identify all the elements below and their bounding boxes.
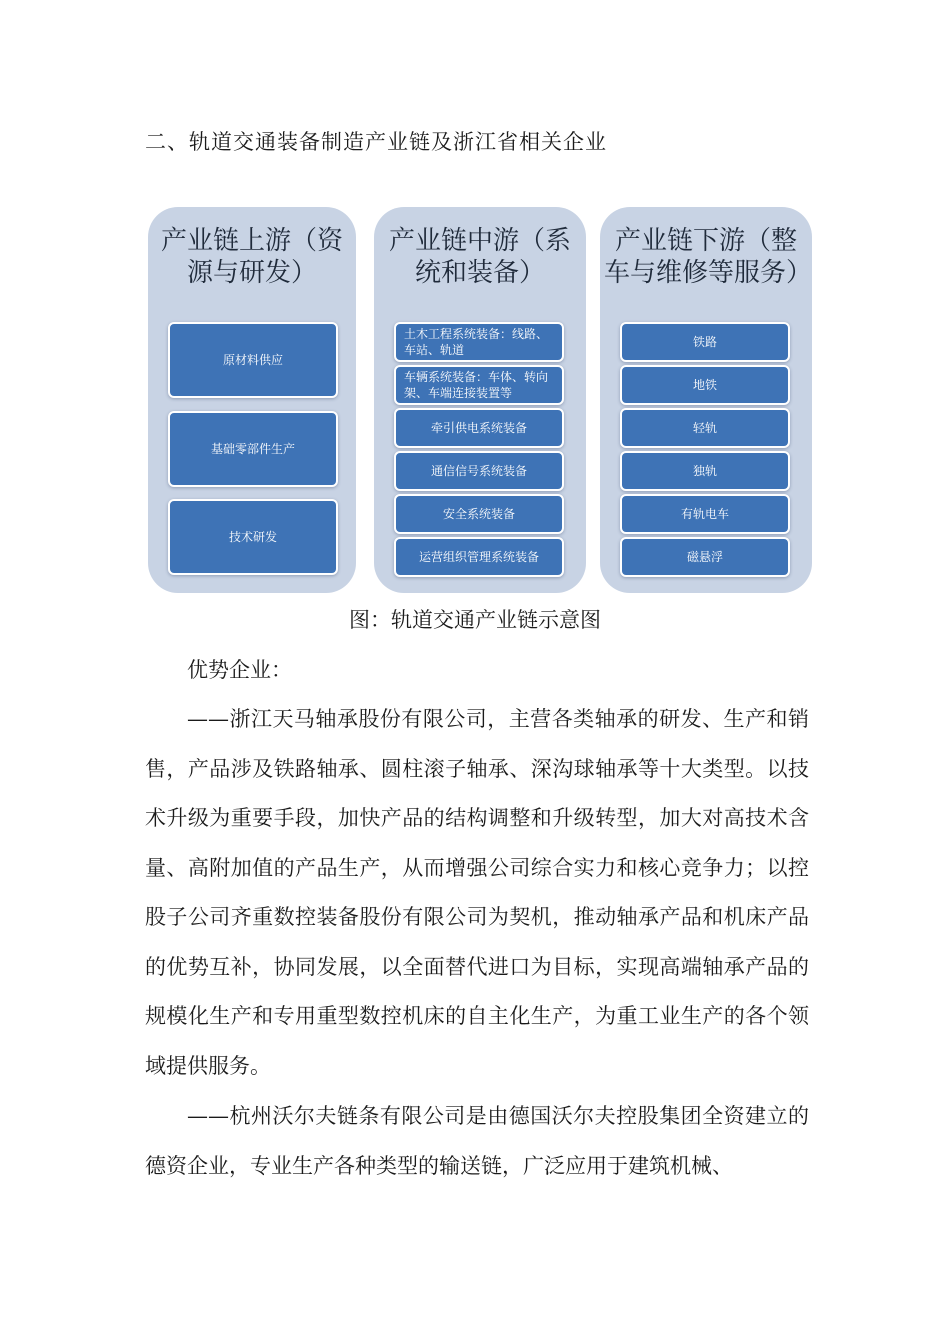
midstream-item: 通信信号系统装备 — [394, 451, 564, 491]
downstream-item: 轻轨 — [620, 408, 790, 448]
downstream-item: 地铁 — [620, 365, 790, 405]
section-label: 优势企业： — [187, 658, 292, 682]
downstream-item: 铁路 — [620, 322, 790, 362]
downstream-title: 产业链下游（整车与维修等服务） — [604, 226, 813, 288]
midstream-item: 运营组织管理系统装备 — [394, 537, 564, 577]
downstream-item: 独轨 — [620, 451, 790, 491]
upstream-title: 产业链上游（资源与研发） — [160, 226, 343, 288]
upstream-item: 基础零部件生产 — [168, 411, 338, 487]
midstream-column — [374, 207, 586, 593]
midstream-title: 产业链中游（系统和装备） — [388, 226, 571, 288]
body-paragraph: ——浙江天马轴承股份有限公司，主营各类轴承的研发、生产和销售，产品涉及铁路轴承、圆柱滚子轴承、深沟球轴承等十大类型。以技术升级为重要手段，加快产品的结构调整和升级转型，加大对高技术含量、高附加值的产品生产，从而增强公司综合实力和核心竞争力；以控股子公司齐重数控装备股份有限公司为契机，推动轴承产品和机床产品的优势互补，协同发展，以全面替代进口为目标，实现高端轴承产品的规模化生产和专用重型数控机床的自主化生产，为重工业生产的各个领域提供服务。 — [145, 707, 809, 1078]
upstream-item: 原材料供应 — [168, 322, 338, 398]
body-paragraph: ——杭州沃尔夫链条有限公司是由德国沃尔夫控股集团全资建立的德资企业，专业生产各种类型的输送链，广泛应用于建筑机械、 — [145, 1104, 809, 1178]
downstream-column — [600, 207, 812, 593]
upstream-column — [148, 207, 356, 593]
midstream-item: 车辆系统装备：车体、转向架、车端连接装置等 — [394, 365, 564, 405]
midstream-item: 安全系统装备 — [394, 494, 564, 534]
midstream-item: 牵引供电系统装备 — [394, 408, 564, 448]
upstream-item: 技术研发 — [168, 499, 338, 575]
section-heading: 二、轨道交通装备制造产业链及浙江省相关企业 — [145, 130, 607, 154]
downstream-item: 有轨电车 — [620, 494, 790, 534]
figure-caption: 图：轨道交通产业链示意图 — [349, 608, 601, 632]
midstream-item: 土木工程系统装备：线路、车站、轨道 — [394, 322, 564, 362]
downstream-item: 磁悬浮 — [620, 537, 790, 577]
